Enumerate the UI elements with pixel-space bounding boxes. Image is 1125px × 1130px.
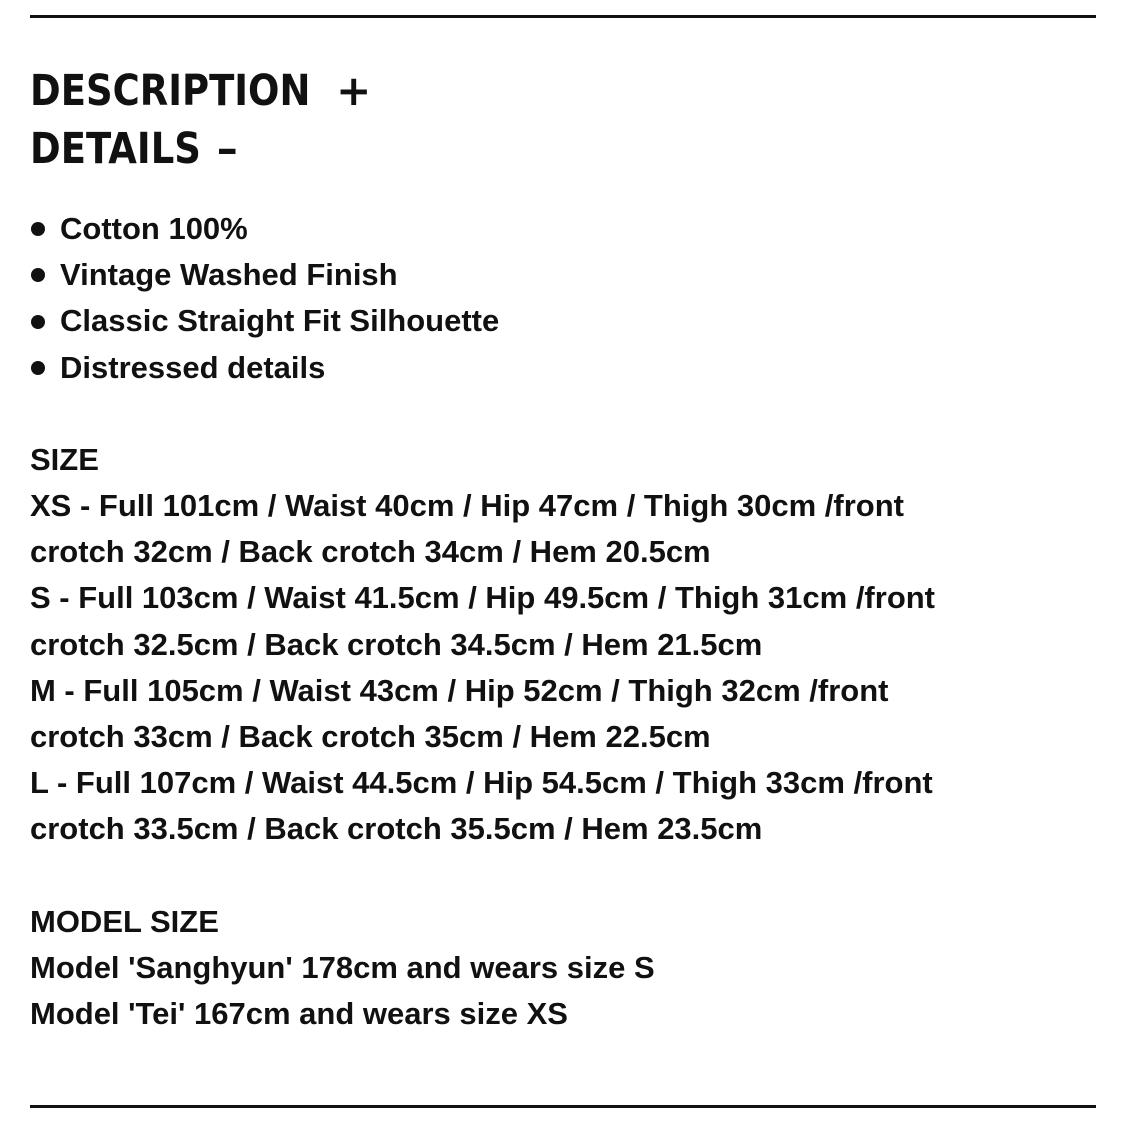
expand-plus-icon[interactable]: + [336, 66, 372, 115]
feature-text: Vintage Washed Finish [60, 257, 398, 293]
size-line: crotch 32.5cm / Back crotch 34.5cm / Hem 21.5cm [30, 626, 763, 662]
size-line: S - Full 103cm / Waist 41.5cm / Hip 49.5cm / Thigh 31cm /front [30, 580, 936, 616]
top-divider [30, 15, 1096, 18]
bullet-icon [31, 315, 45, 329]
model-size-line: Model 'Tei' 167cm and wears size XS [30, 996, 568, 1032]
spacer [30, 853, 1100, 899]
description-accordion-header[interactable] [30, 62, 730, 120]
bullet-icon [31, 268, 45, 282]
feature-item [30, 206, 1100, 252]
bullet-icon [31, 222, 45, 236]
spacer [30, 391, 1100, 437]
details-title: DETAILS [30, 124, 201, 174]
bullet-icon [31, 361, 45, 375]
details-accordion-header[interactable] [30, 120, 730, 178]
feature-text: Classic Straight Fit Silhouette [60, 303, 500, 339]
size-line: crotch 33.5cm / Back crotch 35.5cm / Hem 23.5cm [30, 811, 763, 847]
feature-item [30, 298, 1100, 344]
collapse-minus-icon[interactable]: – [216, 124, 238, 173]
feature-text: Distressed details [60, 349, 326, 385]
size-line: M - Full 105cm / Waist 43cm / Hip 52cm / Thigh 32cm /front [30, 672, 889, 708]
size-line: L - Full 107cm / Waist 44.5cm / Hip 54.5cm / Thigh 33cm /front [30, 765, 933, 801]
details-content [30, 206, 1100, 1037]
feature-text: Cotton 100% [60, 211, 248, 246]
feature-list [30, 206, 1100, 391]
model-size-heading: MODEL SIZE [30, 903, 219, 939]
model-size-line: Model 'Sanghyun' 178cm and wears size S [30, 949, 655, 985]
size-line: XS - Full 101cm / Waist 40cm / Hip 47cm / Thigh 30cm /front [30, 488, 904, 524]
size-line: crotch 32cm / Back crotch 34cm / Hem 20.5cm [30, 534, 711, 570]
description-title: DESCRIPTION [30, 66, 311, 116]
size-heading: SIZE [30, 441, 99, 477]
size-line: crotch 33cm / Back crotch 35cm / Hem 22.5cm [30, 719, 711, 755]
product-accordion [30, 62, 730, 178]
feature-item [30, 345, 1100, 391]
feature-item [30, 252, 1100, 298]
bottom-divider [30, 1105, 1096, 1108]
